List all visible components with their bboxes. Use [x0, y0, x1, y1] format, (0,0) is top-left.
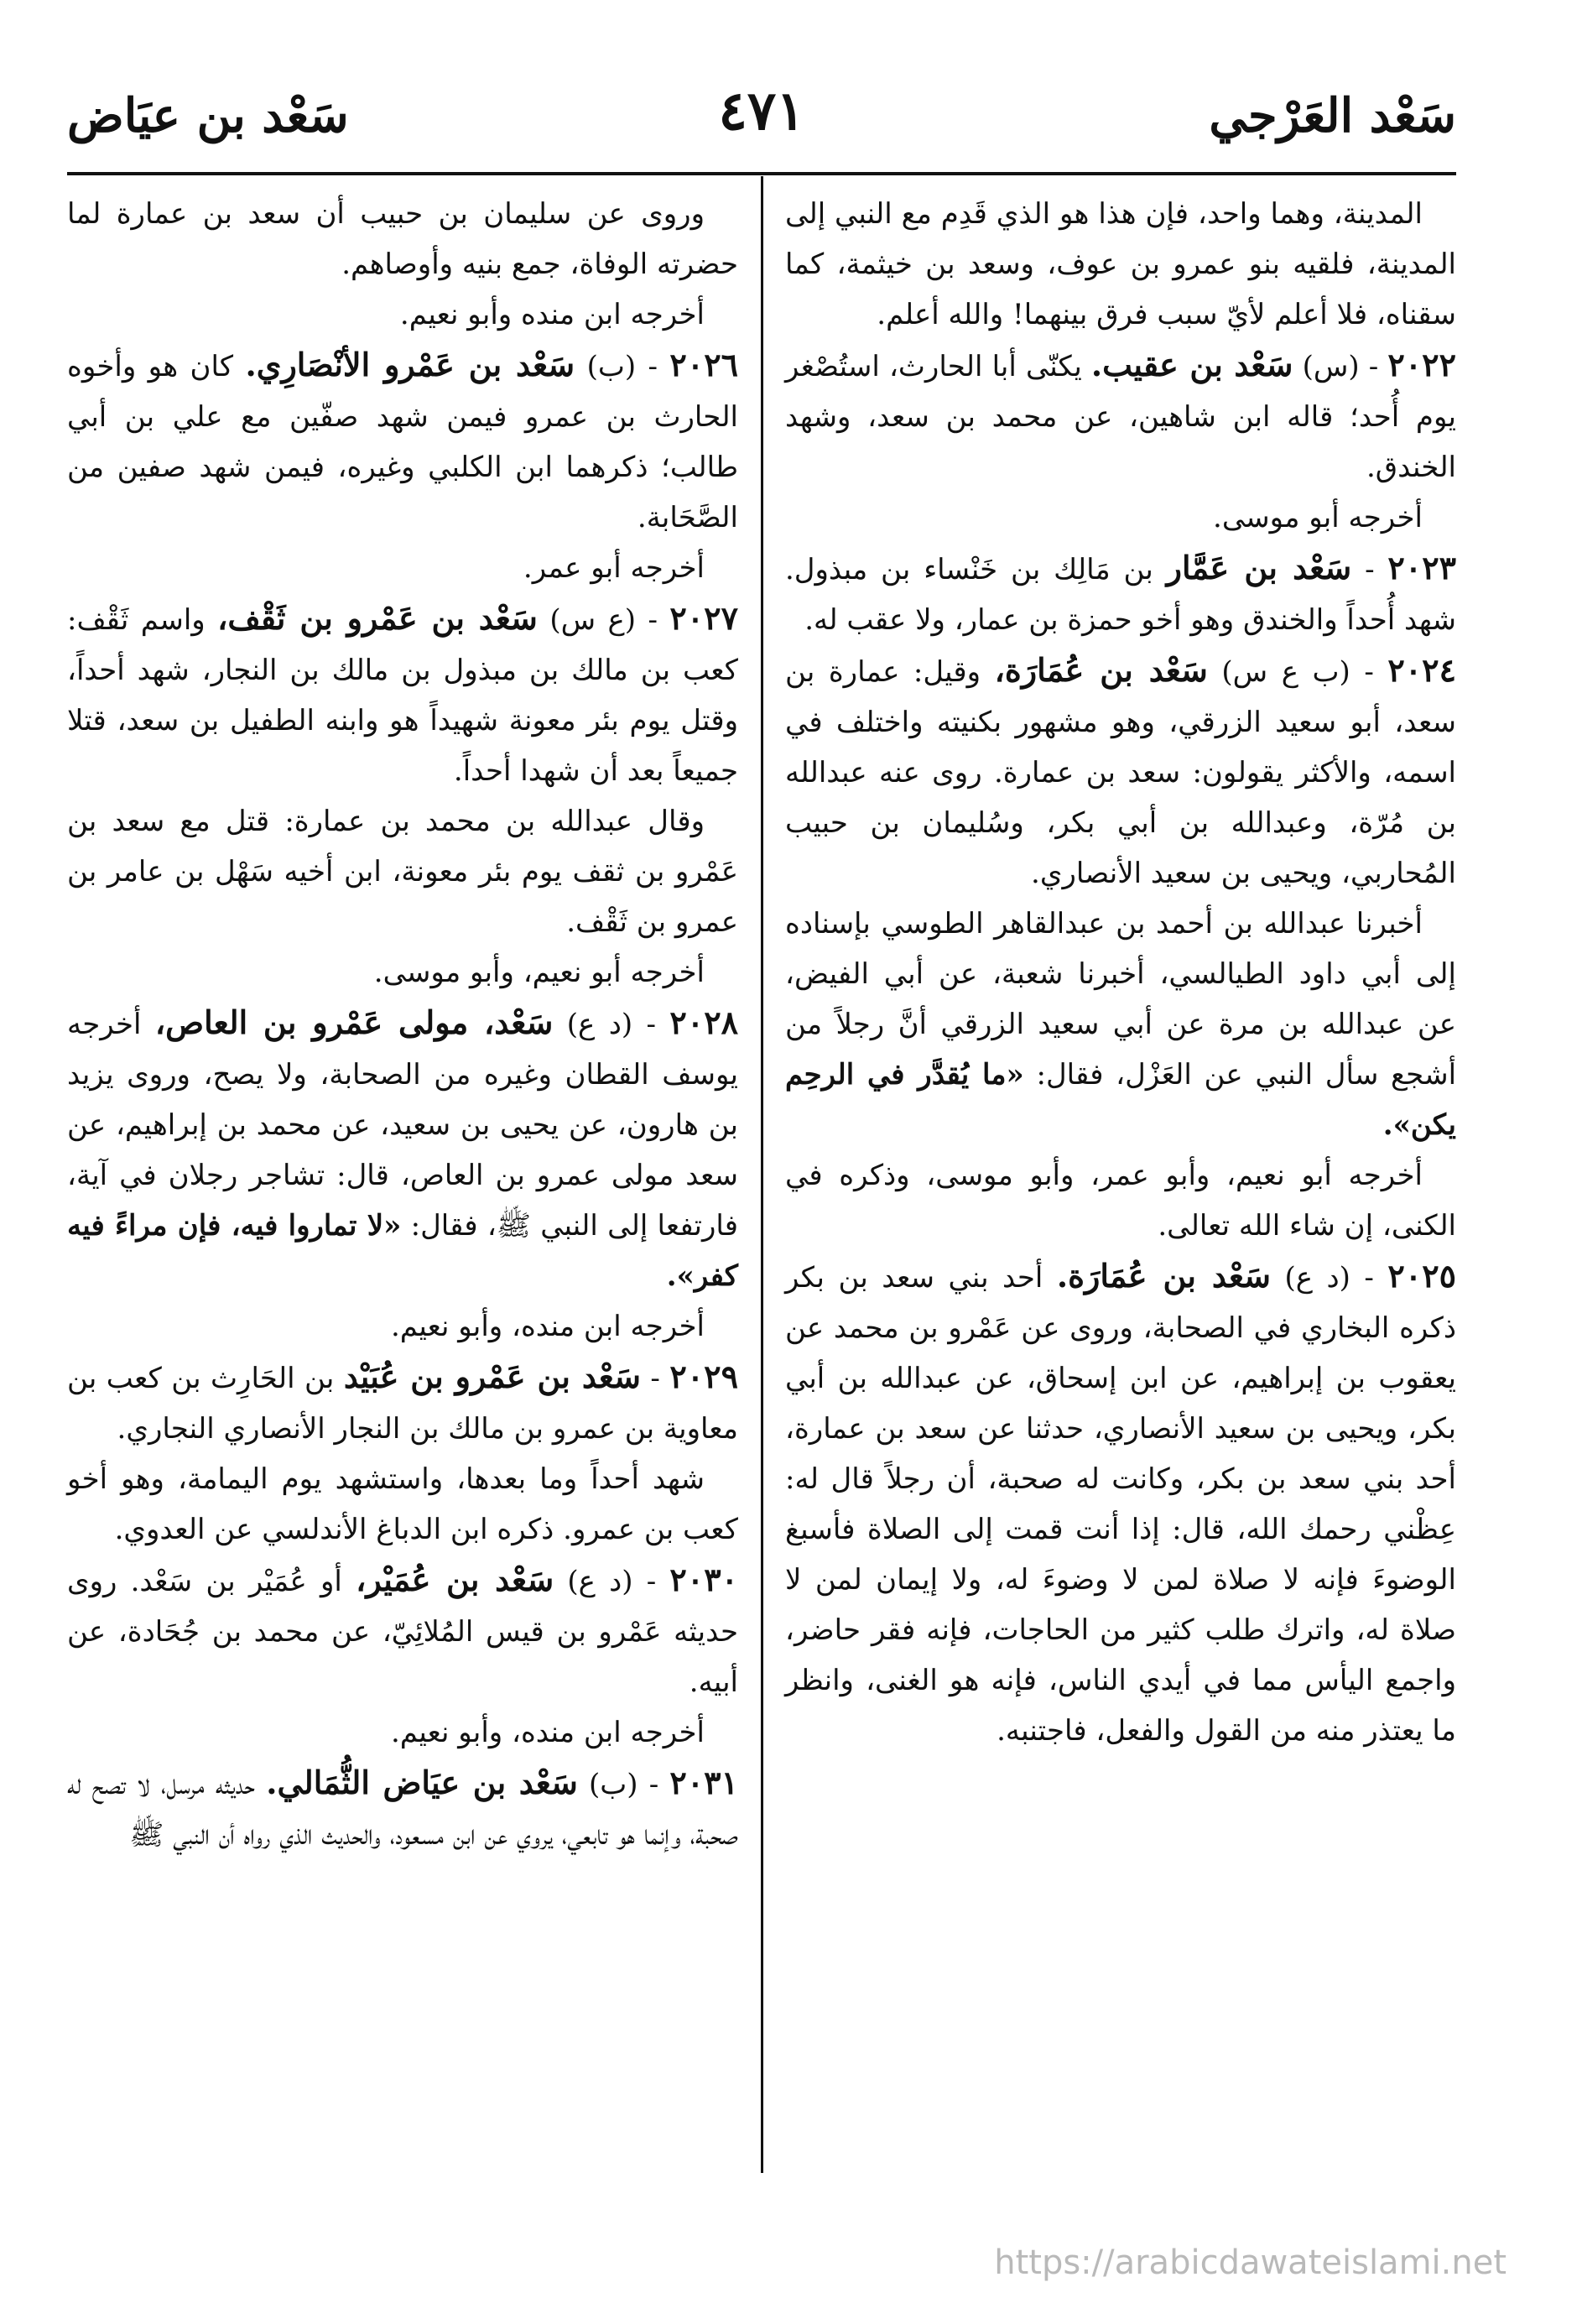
- source-sigla: (ع س): [549, 603, 637, 637]
- entry-number: ٢٠٢٤: [1387, 651, 1456, 689]
- source-sigla: (ب): [586, 350, 637, 383]
- biography-entry: ٢٠٢٣ - سَعْد بن عَمَّار بن مَالِك بن خَنْساء بن مبذول. شهد أُحداً والخندق وهو أخو حمزة بن عمار، ولا عقب له.: [785, 549, 1457, 637]
- entry-name: سَعْد بن عَمْرو الأنْصَارِي.: [245, 346, 575, 383]
- source-sigla: (ب): [589, 1768, 638, 1801]
- entry-text: بن الحَارِث بن كعب بن معاوية بن عمرو بن مالك بن النجار الأنصاري النجاري.: [67, 1362, 738, 1446]
- page-number: ٤٧١: [718, 80, 805, 143]
- entry-text: أحد بني سعد بن بكر ذكره البخاري في الصحابة، وروى عن عَمْرو بن محمد عن يعقوب بن إبراهيم، عن ابن إسحاق، عن عبدالله بن أبي بكر، ويحيى بن سعيد الأنصاري، حدثنا عن سعد بن عمارة، أحد بني سعد بن بكر، وكانت له صحبة، أن رجلاً قال له: عِظْني رحمك الله، قال: إذا أنت قمت إلى الصلاة فأسبغ الوضوءَ فإنه لا صلاة لمن لا وضوءَ له، ولا إيمان لمن لا صلاة له، واترك طلب كثير من الحاجات، فإنه فقر حاضر، واجمع اليأس مما في أيدي الناس، فإنه هو الغنى، وانظر ما يعتذر منه من القول والفعل، فاجتنبه.: [785, 1261, 1457, 1748]
- paragraph: وروى عن سليمان بن حبيب أن سعد بن عمارة لما حضرته الوفاة، جمع بنيه وأوصاهم.: [67, 197, 738, 281]
- hadith-quote: «لا تماروا فيه، فإن مراءً فيه كفر».: [67, 1209, 738, 1293]
- paragraph: وقال عبدالله بن محمد بن عمارة: قتل مع سعد بن عَمْرو بن ثقف يوم بئر معونة، ابن أخيه سَهْل بن عامر بن عمرو بن ثَقْف.: [67, 805, 738, 939]
- biography-entry: ٢٠٣١ - (ب) سَعْد بن عيَاض الثُّمَالي. حديثه مرسل، لا تصح له صحبة، وإنما هو تابعي، يروي عن ابن مسعود، والحديث الذي رواه أن النبي ﷺ: [67, 1764, 738, 1852]
- entry-text: يكنّى أبا الحارث، استُصْغر يوم أُحد؛ قاله ابن شاهين، عن محمد بن سعد، وشهد الخندق.: [785, 350, 1456, 484]
- right-column: [785, 189, 1456, 1756]
- entry-text: وقيل: عمارة بن سعد، أبو سعيد الزرقي، وهو مشهور بكنيته واختلف في اسمه، والأكثر يقولون: سعد بن عمارة. روى عنه عبدالله بن مُرّة، وعبدالله بن أبي بكر، وسُليمان بن حبيب المُحاربي، ويحيى بن سعيد الأنصاري.: [785, 655, 1456, 890]
- hadith-quote: «ما يُقدَّر في الرحِم يكن».: [785, 1058, 1456, 1142]
- entry-name: سَعْد بن عقيب.: [1090, 346, 1293, 383]
- source-sigla: (ب ع س): [1221, 655, 1350, 689]
- entry-name: سَعْد بن عُمَيْر،: [356, 1561, 554, 1598]
- entry-text: أخرجه يوسف القطان وغيره من الصحابة، ولا يصح، وروى يزيد بن هارون، عن يحيى بن سعيد، عن محمد بن إبراهيم، عن سعد مولى عمرو بن العاص، قال: تشاجر رجلان في آية، فارتفعا إلى النبي ﷺ، فقال:: [67, 1008, 739, 1243]
- paragraph: شهد أحداً وما بعدها، واستشهد يوم اليمامة، وهو أخو كعب بن عمرو. ذكره ابن الدباغ الأندلسي عن العدوي.: [67, 1462, 738, 1546]
- source-citation: أخرجه ابن منده، وأبو نعيم.: [390, 1310, 705, 1343]
- entry-name: سَعْد بن عُمَارَة.: [1056, 1257, 1271, 1295]
- entry-name: سَعْد، مولى عَمْرو بن العاص،: [154, 1003, 554, 1041]
- source-citation: أخرجه ابن منده، وأبو نعيم.: [390, 1716, 705, 1749]
- biography-entry: ٢٠٢٧ - (ع س) سَعْد بن عَمْرو بن ثَقْف، واسم ثَقْف: كعب بن مالك بن مبذول بن مالك بن النجار، شهد أحداً، وقتل يوم بئر معونة شهيداً هو وابنه الطفيل بن سعد، قتلا جميعاً بعد أن شهدا أحداً.: [67, 599, 738, 788]
- entry-number: ٢٠٢٧: [669, 599, 738, 637]
- running-head-left: سَعْد بن عيَاض: [67, 88, 349, 143]
- biography-entry: ٢٠٢٩ - سَعْد بن عَمْرو بن عُبَيْد بن الحَارِث بن كعب بن معاوية بن عمرو بن مالك بن النجار الأنصاري النجاري.: [67, 1357, 738, 1446]
- left-column: [67, 189, 738, 1860]
- entry-text: حديثه مرسل، لا تصح له صحبة، وإنما هو تابعي، يروي عن ابن مسعود، والحديث الذي رواه أن النبي ﷺ: [67, 1768, 738, 1852]
- entry-name: سَعْد بن عَمْرو بن عُبَيْد: [343, 1357, 641, 1395]
- source-citation: أخرجه ابن منده وأبو نعيم.: [399, 298, 705, 331]
- paragraph: [785, 899, 1456, 1150]
- entry-name: سَعْد بن عُمَارَة،: [994, 651, 1208, 689]
- entry-text: كان هو وأخوه الحارث بن عمرو فيمن شهد صفّين مع علي بن أبي طالب؛ ذكرهما ابن الكلبي وغيره، فيمن شهد صفين من الصَّحَابة.: [67, 350, 738, 534]
- biography-entry: ٢٠٢٦ - (ب) سَعْد بن عَمْرو الأنْصَارِي. كان هو وأخوه الحارث بن عمرو فيمن شهد صفّين مع علي بن أبي طالب؛ ذكرهما ابن الكلبي وغيره، فيمن شهد صفين من الصَّحَابة.: [67, 346, 739, 534]
- entry-text: بن مَالِك بن خَنْساء بن مبذول. شهد أُحداً والخندق وهو أخو حمزة بن عمار، ولا عقب له.: [785, 553, 1456, 637]
- entry-name: سَعْد بن عيَاض الثُّمَالي.: [266, 1764, 578, 1801]
- source-citation: أخرجه أبو نعيم، وأبو موسى.: [373, 956, 705, 989]
- biography-entry: ٢٠٢٨ - (د ع) سَعْد، مولى عَمْرو بن العاص، أخرجه يوسف القطان وغيره من الصحابة، ولا يصح، وروى يزيد بن هارون، عن يحيى بن سعيد، عن محمد بن إبراهيم، عن سعد مولى عمرو بن العاص، قال: تشاجر رجلان في آية، فارتفعا إلى النبي ﷺ، فقال: «لا تماروا فيه، فإن مراءً فيه كفر».: [67, 1003, 739, 1293]
- source-citation: أخرجه أبو نعيم، وأبو عمر، وأبو موسى، وذكره في الكنى، إن شاء الله تعالى.: [785, 1159, 1456, 1243]
- entry-number: ٢٠٢٣: [1387, 549, 1457, 586]
- entry-number: ٢٠٢٩: [669, 1357, 738, 1395]
- entry-number: ٢٠٣١: [669, 1764, 738, 1801]
- paragraph-text: أخبرنا عبدالله بن أحمد بن عبدالقاهر الطوسي بإسناده إلى أبي داود الطيالسي، أخبرنا شعبة، عن أبي الفيض، عن عبدالله بن مرة عن أبي سعيد الزرقي أنَّ رجلاً من أشجع سأل النبي عن العَزْل، فقال:: [785, 907, 1457, 1092]
- header-rule: [67, 172, 1456, 175]
- entry-number: ٢٠٢٢: [1387, 346, 1456, 383]
- running-head-right: سَعْد العَرْجي: [1209, 88, 1456, 143]
- entry-name: سَعْد بن عَمْرو بن ثَقْف،: [217, 599, 538, 637]
- source-citation: أخرجه أبو موسى.: [1213, 501, 1423, 534]
- biography-entry: ٢٠٢٥ - (د ع) سَعْد بن عُمَارَة. أحد بني سعد بن بكر ذكره البخاري في الصحابة، وروى عن عَمْرو بن محمد عن يعقوب بن إبراهيم، عن ابن إسحاق، عن عبدالله بن أبي بكر، ويحيى بن سعيد الأنصاري، حدثنا عن سعد بن عمارة، أحد بني سعد بن بكر، وكانت له صحبة، أن رجلاً قال له: عِظْني رحمك الله، قال: إذا أنت قمت إلى الصلاة فأسبغ الوضوءَ فإنه لا صلاة لمن لا وضوءَ له، ولا إيمان لمن لا صلاة له، واترك طلب كثير من الحاجات، فإنه فقر حاضر، واجمع اليأس مما في أيدي الناس، فإنه هو الغنى، وانظر ما يعتذر منه من القول والفعل، فاجتنبه.: [785, 1257, 1457, 1748]
- entry-number: ٢٠٣٠: [669, 1561, 739, 1598]
- source-sigla: (د ع): [1284, 1261, 1350, 1295]
- entry-text: أو عُمَيْر بن سَعْد. روى حديثه عَمْرو بن قيس المُلائِيّ، عن محمد بن جُحَادة، عن أبيه.: [67, 1565, 738, 1699]
- entry-number: ٢٠٢٦: [669, 346, 739, 383]
- entry-text: واسم ثَقْف: كعب بن مالك بن مبذول بن مالك بن النجار، شهد أحداً، وقتل يوم بئر معونة شهيداً هو وابنه الطفيل بن سعد، قتلا جميعاً بعد أن شهدا أحداً.: [67, 603, 738, 788]
- source-sigla: (د ع): [567, 1565, 633, 1598]
- source-citation: أخرجه أبو عمر.: [523, 551, 705, 585]
- source-sigla: (د ع): [566, 1008, 633, 1041]
- page-header: [67, 80, 1456, 172]
- watermark-url[interactable]: https://arabicdawateislami.net: [994, 2243, 1507, 2282]
- entry-name: سَعْد بن عَمَّار: [1166, 549, 1352, 586]
- source-sigla: (س): [1302, 350, 1360, 383]
- biography-entry: ٢٠٣٠ - (د ع) سَعْد بن عُمَيْر، أو عُمَيْر بن سَعْد. روى حديثه عَمْرو بن قيس المُلائِيّ، عن محمد بن جُحَادة، عن أبيه.: [67, 1561, 739, 1699]
- biography-entry: ٢٠٢٢ - (س) سَعْد بن عقيب. يكنّى أبا الحارث، استُصْغر يوم أُحد؛ قاله ابن شاهين، عن محمد بن سعد، وشهد الخندق.: [785, 346, 1456, 484]
- entry-number: ٢٠٢٨: [669, 1003, 739, 1041]
- column-rule: [761, 176, 763, 2173]
- entry-number: ٢٠٢٥: [1387, 1257, 1457, 1295]
- biography-entry: ٢٠٢٤ - (ب ع س) سَعْد بن عُمَارَة، وقيل: عمارة بن سعد، أبو سعيد الزرقي، وهو مشهور بكنيته واختلف في اسمه، والأكثر يقولون: سعد بن عمارة. روى عنه عبدالله بن مُرّة، وعبدالله بن أبي بكر، وسُليمان بن حبيب المُحاربي، ويحيى بن سعيد الأنصاري.: [785, 651, 1456, 890]
- paragraph: المدينة، وهما واحد، فإن هذا هو الذي قَدِم مع النبي إلى المدينة، فلقيه بنو عمرو بن عوف، وسعد بن خيثمة، كما سقناه، فلا أعلم لأيّ سبب فرق بينهما! والله أعلم.: [785, 197, 1456, 331]
